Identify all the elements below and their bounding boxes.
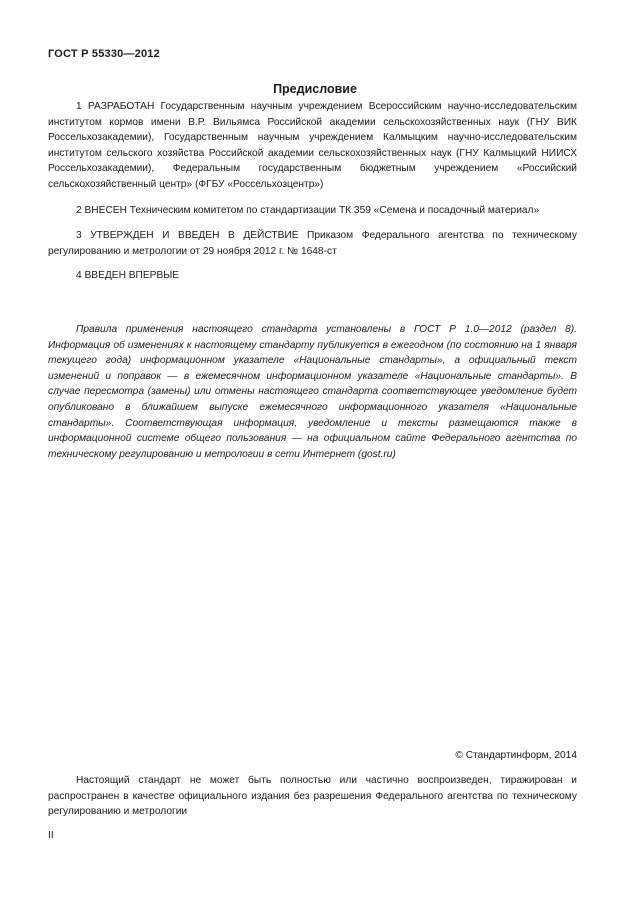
application-rules-notice: Правила применения настоящего стандарта установлены в ГОСТ Р 1.0—2012 (раздел 8). Информация об изменениях к настоящему стандарту публикуется в ежегодном (по состоянию на 1 января текущего года) информационном указателе «Национальные стандарты», а официальный текст изменений и поправок — в ежемесячном информационном указателе «Национальные стандарты». В случае пересмотра (замены) или отмены настоящего стандарта соответствующее уведомление будет опубликовано в ближайшем выпуске ежемесячного информационного указателя «Национальные стандарты». Соответствующая информация, уведомление и тексты размещаются также в информационной системе общего пользования — на официальном сайте Федерального агентства по техническому регулированию и метрологии в сети Интернет (gost.ru) — [48, 324, 577, 460]
page-number: II — [48, 830, 54, 841]
page-title: Предисловие — [273, 82, 357, 96]
copyright-line: © Стандартинформ, 2014 — [455, 750, 577, 761]
paragraph-first-introduced: 4 ВВЕДЕН ВПЕРВЫЕ — [76, 270, 180, 281]
paragraph-developed-by: 1 РАЗРАБОТАН Государственным научным учреждением Всероссийским научно-исследовательским институтом кормов имени В.Р. Вильямса Российской академии сельскохозяйственных наук (ГНУ ВИК Россельхозакадемии), Государственным научным учреждением Калмыцким научно-исследовательским институтом сельского хозяйства Российской академии сельскохозяйственных наук (ГНУ Калмыцкий НИИСХ Россельхозакадемии), Федеральным государственным бюджетным учреждением «Российский сельскохозяйственный центр» (ФГБУ «Россельхозцентр») — [48, 101, 577, 190]
paragraph-approved: 3 УТВЕРЖДЕН И ВВЕДЕН В ДЕЙСТВИЕ Приказом Федерального агентства по техническому регулированию и метрологии от 29 ноября 2012 г. № 1648-ст — [48, 230, 577, 257]
reproduction-notice: Настоящий стандарт не может быть полностью или частично воспроизведен, тиражирован и распространен в качестве официального издания без разрешения Федерального агентства по техническому регулированию и метрологии — [48, 775, 577, 818]
document-id-header: ГОСТ Р 55330—2012 — [48, 48, 160, 60]
paragraph-submitted-by: 2 ВНЕСЕН Техническим комитетом по стандартизации ТК 359 «Семена и посадочный материал» — [76, 205, 540, 216]
